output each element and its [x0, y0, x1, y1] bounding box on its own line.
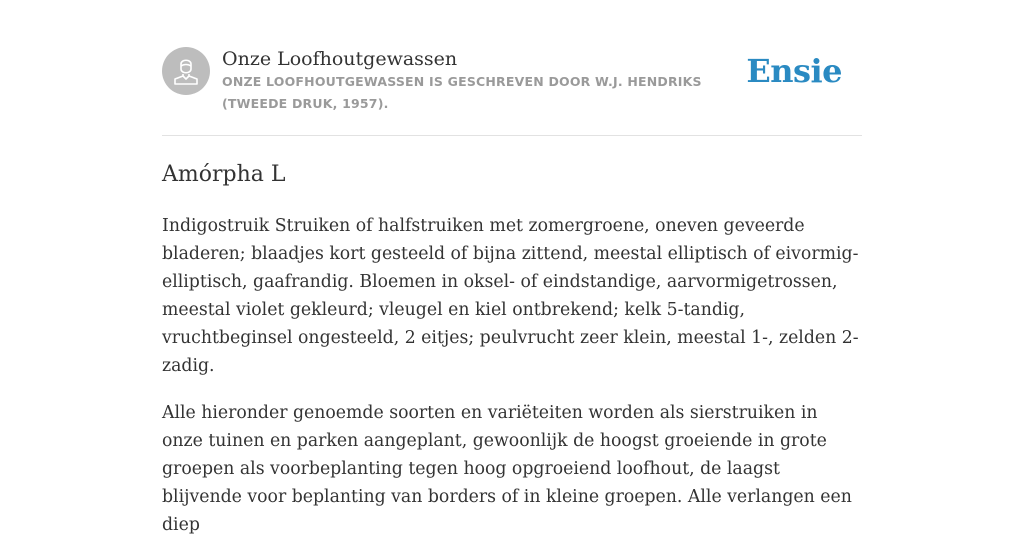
avatar — [162, 47, 210, 95]
entry-title: Amórpha L — [162, 162, 286, 187]
ensie-logo[interactable]: Ensie — [746, 52, 842, 90]
entry-body — [162, 212, 862, 558]
entry-paragraph: Alle hieronder genoemde soorten en variëteiten worden als sierstruiken in onze tuinen en parken aangeplant, gewoonlijk de hoogst groeiende in grote groepen als voorbeplanting tegen hoog opgroeiend loofhout, de laagst blijvende voor beplanting van borders of in kleine groepen. Alle verlangen een diep — [162, 403, 852, 535]
source-description: ONZE LOOFHOUTGEWASSEN IS GESCHREVEN DOOR W.J. HENDRIKS (TWEEDE DRUK, 1957). — [222, 74, 702, 111]
user-outline-icon — [162, 47, 210, 95]
entry-paragraph: Indigostruik Struiken of halfstruiken met zomergroene, oneven geveerde bladeren; blaadjes kort gesteeld of bijna zittend, meestal elliptisch of eivormig-elliptisch, gaafrandig. Bloemen in oksel- of eindstandige, aarvormigetrossen, meestal violet gekleurd; vleugel en kiel ontbrekend; kelk 5-tandig, vruchtbeginsel ongesteeld, 2 eitjes; peulvrucht zeer klein, meestal 1-, zelden 2-zadig. — [162, 216, 859, 376]
source-header — [162, 47, 862, 136]
source-title[interactable]: Onze Loofhoutgewassen — [222, 48, 458, 70]
